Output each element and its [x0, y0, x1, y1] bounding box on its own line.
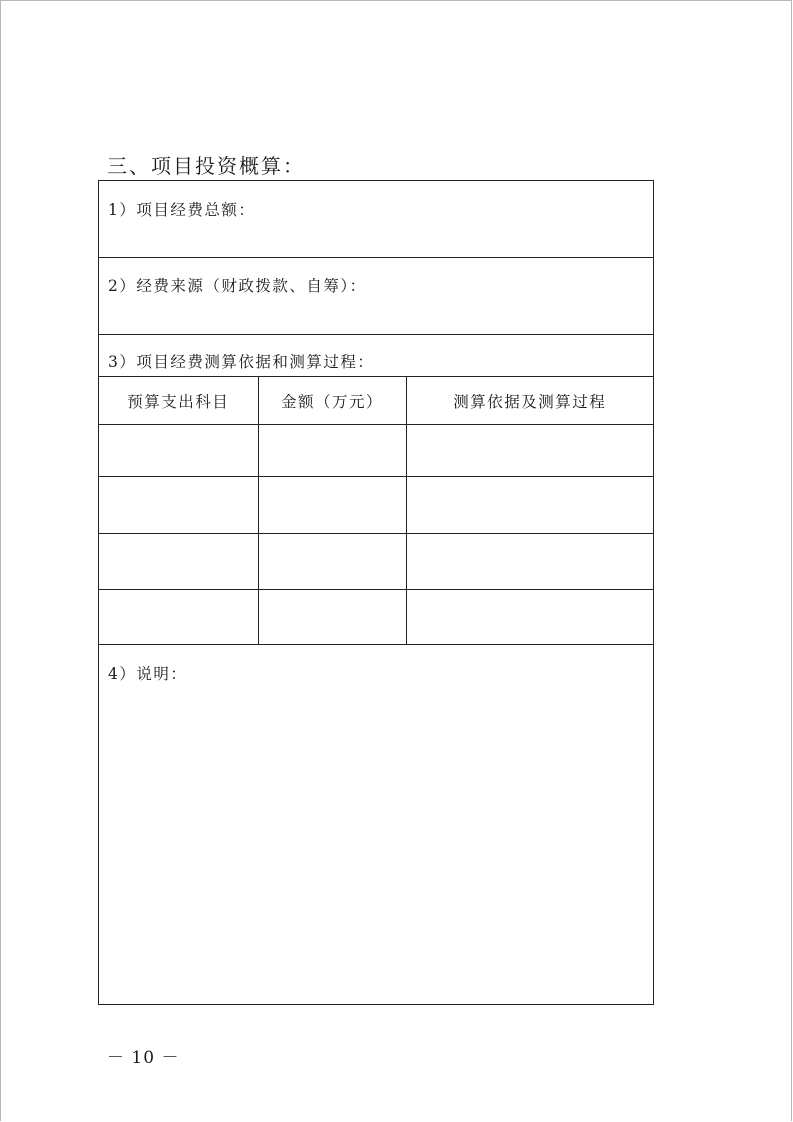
- funding-source-label: 2）经费来源（财政拨款、自筹）：: [108, 277, 367, 295]
- budget-form: [98, 180, 654, 1005]
- cell-amount[interactable]: [258, 425, 406, 477]
- cell-calculation-basis[interactable]: [406, 534, 653, 590]
- table-row: [99, 534, 653, 590]
- cell-budget-item[interactable]: [99, 590, 258, 645]
- cell-calculation-basis[interactable]: [406, 590, 653, 645]
- cell-amount[interactable]: [258, 477, 406, 534]
- table-row: [99, 590, 653, 645]
- table-row: [99, 425, 653, 477]
- header-amount: 金额（万元）: [258, 377, 406, 425]
- cell-amount[interactable]: [258, 534, 406, 590]
- notes-label: 4）说明：: [108, 665, 188, 683]
- table-header-row: [99, 377, 653, 425]
- table-row: [99, 477, 653, 534]
- cell-budget-item[interactable]: [99, 425, 258, 477]
- cell-budget-item[interactable]: [99, 477, 258, 534]
- section-heading: 三、项目投资概算：: [107, 154, 305, 178]
- total-amount-label: 1）项目经费总额：: [108, 201, 256, 219]
- funding-source-field[interactable]: [99, 258, 653, 335]
- cell-budget-item[interactable]: [99, 534, 258, 590]
- cell-calculation-basis[interactable]: [406, 425, 653, 477]
- page-number: － 10 －: [107, 1048, 180, 1068]
- notes-field[interactable]: [99, 644, 653, 1004]
- total-amount-field[interactable]: [99, 181, 653, 258]
- calculation-basis-label: 3）项目经费测算依据和测算过程：: [108, 353, 375, 371]
- budget-table: [99, 376, 653, 645]
- cell-amount[interactable]: [258, 590, 406, 645]
- header-calculation-basis: 测算依据及测算过程: [406, 377, 653, 425]
- calculation-basis-field: [99, 335, 653, 376]
- header-budget-item: 预算支出科目: [99, 377, 258, 425]
- cell-calculation-basis[interactable]: [406, 477, 653, 534]
